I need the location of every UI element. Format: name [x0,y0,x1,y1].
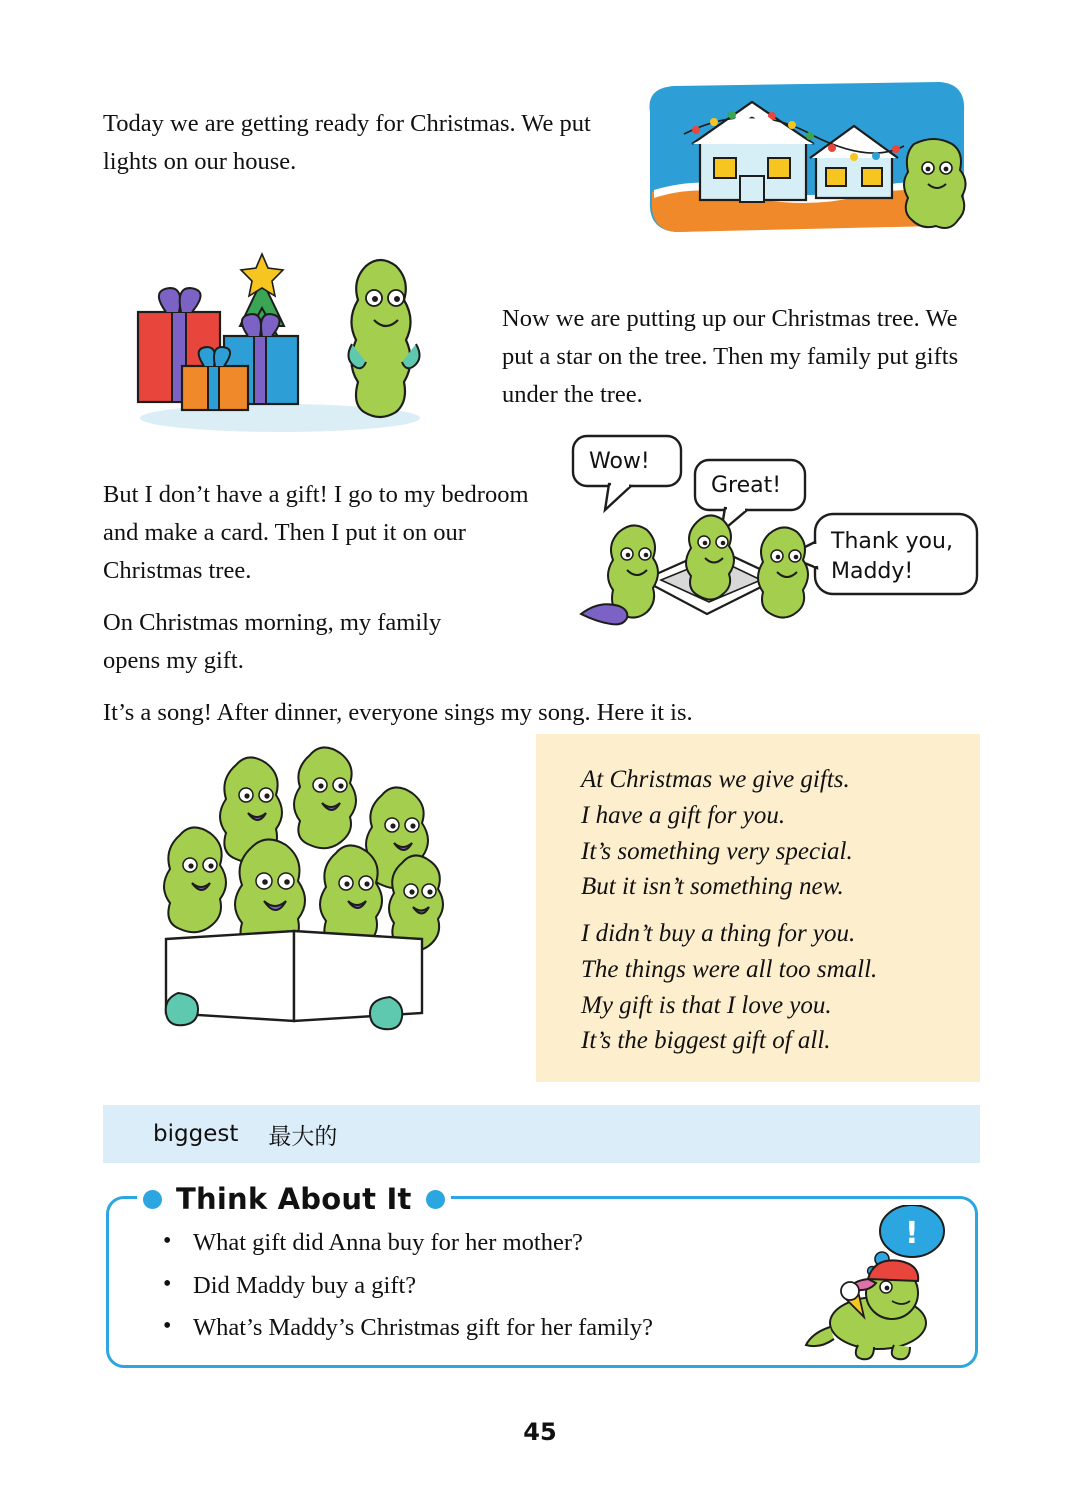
song-verse-2-line-4: It’s the biggest gift of all. [581,1027,831,1055]
bullet-dot-left-icon [143,1190,162,1209]
vocabulary-gloss: 最大的 [268,1123,338,1150]
vocabulary-word: biggest [153,1121,239,1147]
page-number: 45 [523,1418,557,1446]
bullet-dot-right-icon [426,1190,445,1209]
house-with-lights-illustration [640,72,970,257]
song-verse-2-line-2: The things were all too small. [581,955,878,983]
svg-text:!: ! [905,1216,919,1251]
think-about-it-header [137,1179,451,1219]
story-paragraph-2: Now we are putting up our Christmas tree. We put a star on the tree. Then my family put gifts under the tree. [502,305,959,408]
song-verse-2 [581,916,877,1059]
family-opening-card-illustration [565,430,985,655]
story-paragraph-3: But I don’t have a gift! I go to my bedroom and make a card. Then I put it on our Christmas tree. [103,481,529,584]
story-paragraph-4: On Christmas morning, my family opens my gift. [103,609,442,674]
song-verse-1-line-4: But it isn’t something new. [581,873,844,901]
think-about-it-question-list [155,1231,653,1359]
vocabulary-bar [103,1105,980,1163]
song-verse-2-line-3: My gift is that I love you. [581,991,832,1019]
list-item: • Did Maddy buy a gift? [155,1274,653,1299]
song-verse-2-line-1: I didn’t buy a thing for you. [581,920,856,947]
bubble-wow-text: Wow! [589,449,650,474]
gifts-and-christmas-tree-illustration [120,240,470,440]
song-verse-1-line-2: I have a gift for you. [581,801,786,829]
story-paragraph-1: Today we are getting ready for Christmas. We put lights on our house. [103,110,591,175]
song-lyrics-box [536,734,980,1082]
bubble-thanks-line2: Maddy! [831,559,914,584]
song-verse-1-line-1: At Christmas we give gifts. [581,766,850,793]
list-item: • What’s Maddy’s Christmas gift for her family? [155,1316,653,1341]
speech-bubble-thanks [787,514,977,594]
family-singing-illustration [140,735,480,1035]
think-about-it-title: Think About It [176,1182,412,1216]
list-item: • What gift did Anna buy for her mother? [155,1231,653,1256]
song-verse-1-line-3: It’s something very special. [581,837,853,865]
story-paragraph-5: It’s a song! After dinner, everyone sings my song. Here it is. [103,699,693,726]
song-verse-1 [581,762,853,905]
bubble-thanks-line1: Thank you, [831,529,953,554]
thinking-dinosaur-illustration [800,1205,960,1365]
bubble-great-text: Great! [711,473,782,498]
speech-bubble-wow [573,436,681,510]
